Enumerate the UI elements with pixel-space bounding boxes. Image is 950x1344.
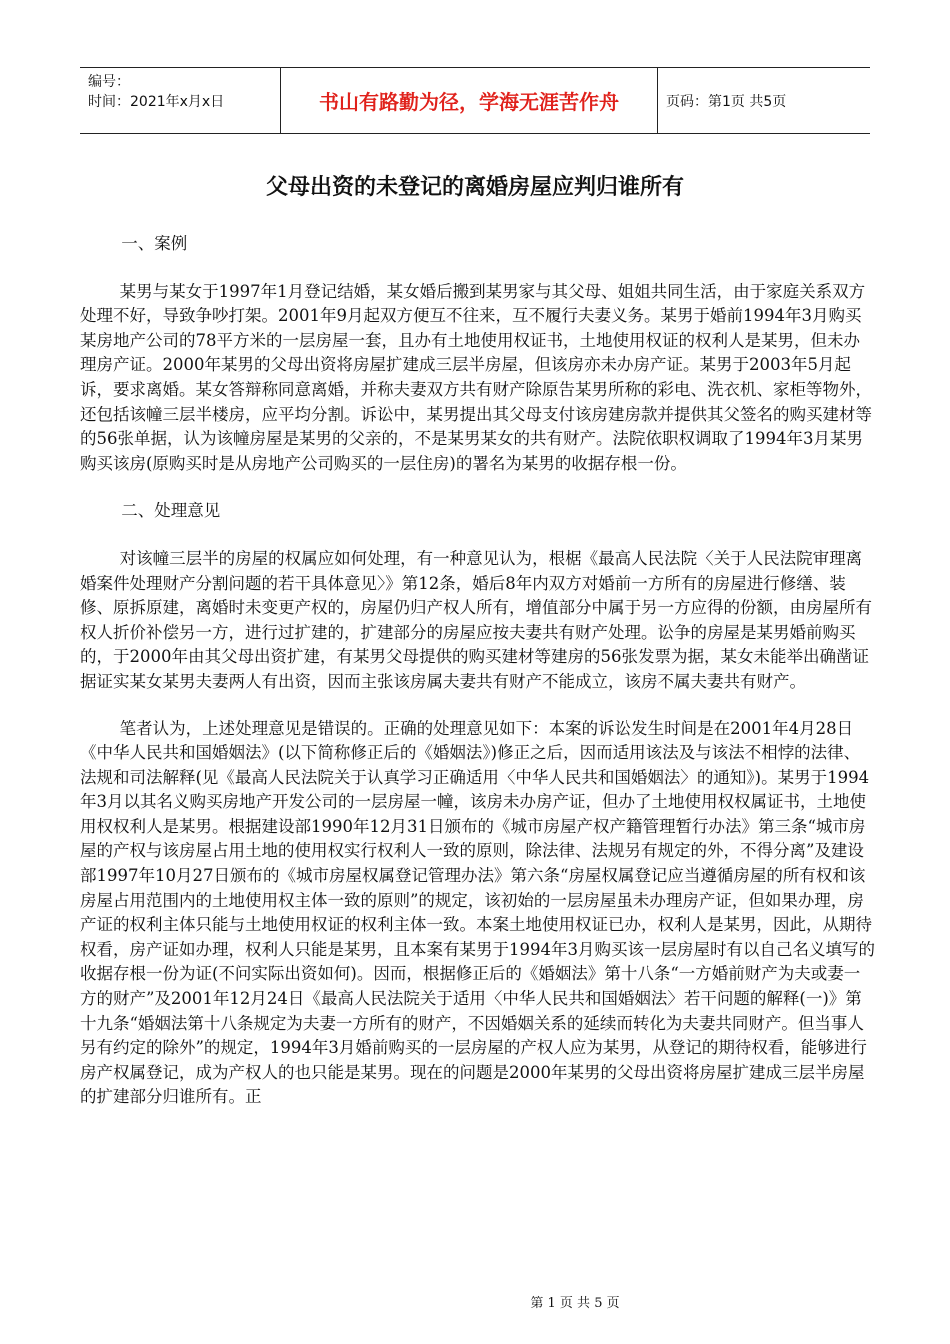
footer-page-number: 第 1 页 共 5 页 (530, 1296, 620, 1311)
opinion-paragraph-2: 笔者认为，上述处理意见是错误的。正确的处理意见如下：本案的诉讼发生时间是在2001年4月28日《中华人民共和国婚姻法》(以下简称修正后的《婚姻法》)修正之后，因而适用该法及与该法不相悖的法律、法规和司法解释(见《最高人民法院关于认真学习正确适用〈中华人民共和国婚姻法〉的通知》)。某男于1994年3月以其名义购买房地产开发公司的一层房屋一幢，该房未办房产证，但办了土地使用权权属证书，土地使用权权利人是某男。根据建设部1990年12月31日颁布的《城市房屋产权产籍管理暂行办法》第三条“城市房屋的产权与该房屋占用土地的使用权实行权利人一致的原则，除法律、法规另有规定的外，不得分离”及建设部1997年10月27日颁布的《城市房屋权属登记管理办法》第六条“房屋权属登记应当遵循房屋的所有权和该房屋占用范围内的土地使用权主体一致的原则”的规定，该初始的一层房屋虽未办理房产证，但如果办理，房产证的权利主体只能与土地使用权证的权利主体一致。本案土地使用权证已办，权利人是某男，因此，从期待权看，房产证如办理，权利人只能是某男，且本案有某男于1994年3月购买该一层房屋时有以自己名义填写的收据存根一份为证(不问实际出资如何)。因而，根据修正后的《婚姻法》第十八条“一方婚前财产为夫或妻一方的财产”及2001年12月24日《最高人民法院关于适用〈中华人民共和国婚姻法〉若干问题的解释(一)》第十九条“婚姻法第十八条规定为夫妻一方所有的财产，不因婚姻关系的延续而转化为夫妻共同财产。但当事人另有约定的除外”的规定，1994年3月婚前购买的一层房屋的产权人应为某男，从登记的期待权看，能够进行房产权属登记，成为产权人的也只能是某男。现在的问题是2000年某男的父母出资将房屋扩建成三层半房屋的扩建部分归谁所有。正 (80, 718, 875, 1107)
case-paragraph: 某男与某女于1997年1月登记结婚，某女婚后搬到某男家与其父母、姐姐共同生活，由于家庭关系双方处理不好，导致争吵打架。2001年9月起双方便互不往来，互不履行夫妻义务。某男于婚前1994年3月购买某房地产公司的78平方米的一层房屋一套，且办有土地使用权证书，土地使用权证的权利人是某男，但未办理房产证。2000年某男的父母出资将房屋扩建成三层半房屋，但该房亦未办房产证。某男于2003年5月起诉，要求离婚。某女答辩称同意离婚，并称夫妻双方共有财产除原告某男所称的彩电、洗衣机、家柜等物外，还包括该幢三层半楼房，应平均分割。诉讼中，某男提出其父母支付该房建房款并提供其父签名的购买建材等的56张单据，认为该幢房屋是某男的父亲的，不是某男某女的共有财产。法院依职权调取了1994年3月某男购买该房(原购买时是从房地产公司购买的一层住房)的署名为某男的收据存根一份。 (80, 281, 872, 473)
document-body (80, 232, 875, 1110)
section-heading-case: 一、案例 (121, 234, 188, 253)
opinion-paragraph-1: 对该幢三层半的房屋的权属应如何处理，有一种意见认为，根椐《最高人民法院〈关于人民法院审理离婚案件处理财产分割问题的若干具体意见〉》第12条，婚后8年内双方对婚前一方所有的房屋进行修缮、装修、原拆原建，离婚时未变更产权的，房屋仍归产权人所有，增值部分中属于另一方应得的份额，由房屋所有权人折价补偿另一方，进行过扩建的，扩建部分的房屋应按夫妻共有财产处理。讼争的房屋是某男婚前购买的，于2000年由其父母出资扩建，有某男父母提供的购买建材等建房的56张发票为据，某女未能举出确凿证据证实某女某男夫妻两人有出资，因而主张该房属夫妻共有财产不能成立，该房不属夫妻共有财产。 (80, 548, 872, 691)
page-header (80, 67, 870, 134)
time-label: 时间：2021年x月x日 (88, 94, 225, 110)
code-label: 编号： (88, 74, 130, 90)
section-heading-opinion: 二、处理意见 (121, 501, 221, 521)
header-meta (80, 68, 280, 133)
document-title: 父母出资的未登记的离婚房屋应判归谁所有 (265, 175, 684, 200)
page-footer (0, 1292, 950, 1311)
header-motto: 书山有路勤为径，学海无涯苦作舟 (280, 68, 658, 133)
header-page-info: 页码：第1页 共5页 (666, 93, 787, 110)
